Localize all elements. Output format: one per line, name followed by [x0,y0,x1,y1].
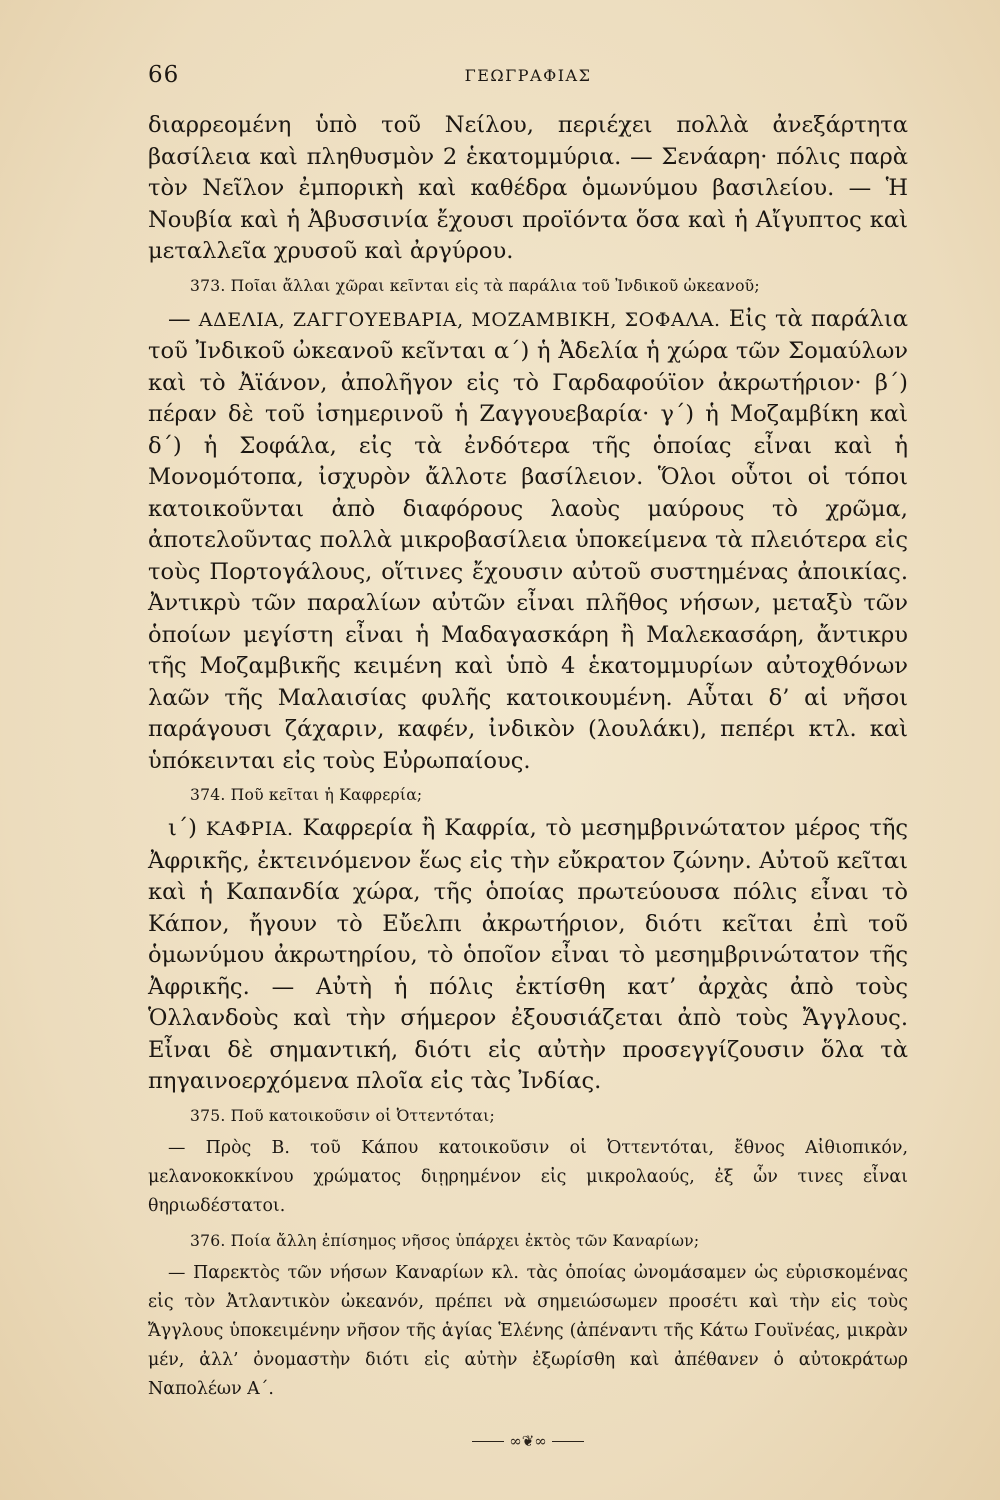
question-373: 373. Ποῖαι ἄλλαι χῶραι κεῖνται εἰς τὰ παράλια τοῦ Ἰνδικοῦ ὠκεανοῦ; [190,276,760,295]
ornament-glyph: ∞❦∞ [509,1431,547,1450]
answer-373-regions: ΑΔΕΛΙΑ, ΖΑΓΓΟΥΕΒΑΡΙΑ, ΜΟΖΑΜΒΙΚΗ, ΣΟΦΑΛΑ. [198,308,721,331]
answer-373-text: Εἰς τὰ παράλια τοῦ Ἰνδικοῦ ὠκεανοῦ κεῖνται α΄) ἡ Ἀδελία ἡ χώρα τῶν Σομαύλων καὶ τὸ Ἀϊάνον, ἀπολῆγον εἰς τὸ Γαρδαφούϊον ἀκρωτήριον· β΄) πέραν δὲ τοῦ ἰσημερινοῦ ἡ Ζαγγουεβαρία· γ΄) ἡ Μοζαμβίκη καὶ δ΄) ἡ Σοφάλα, εἰς τὰ ἐνδότερα τῆς ὁποίας εἶναι καὶ ἡ Μονομότοπα, ἰσχυρὸν ἄλλοτε βασίλειον. Ὅλοι οὗτοι οἱ τόποι κατοικοῦνται ἀπὸ διαφόρους λαοὺς μαύρους τὸ χρῶμα, ἀποτελοῦντας πολλὰ μικροβασίλεια ὑποκείμενα τὰ πλειότερα εἰς τοὺς Πορτογάλους, οἵτινες ἔχουσιν αὐτοῦ συστημένας ἀποικίας. Ἀντικρὺ τῶν παραλίων αὐτῶν εἶναι πλῆθος νήσων, μεταξὺ τῶν ὁποίων μεγίστη εἶναι ἡ Μαδαγασκάρη ἢ Μαλεκασάρη, ἄντικρυ τῆς Μοζαμβικῆς κειμένη καὶ ὑπὸ 4 ἑκατομμυρίων αὐτοχθόνων λαῶν τῆς Μαλαισίας φυλῆς κατοικουμένη. Αὗται δ’ αἱ νῆσοι παράγουσι ζάχαριν, καφέν, ἰνδικὸν (λουλάκι), πεπέρι κτλ. καὶ ὑπόκεινται εἰς τοὺς Εὐρωπαίους. [148,305,908,774]
running-title: ΓΕΩΓΡΑΦΙΑΣ [464,66,592,85]
page-number: 66 [148,62,180,88]
ornament-left-rule [472,1441,504,1442]
answer-374-prefix: ι΄) [168,815,197,841]
question-374: 374. Ποῦ κεῖται ἡ Καφρερία; [190,786,423,804]
answer-375: — Πρὸς Β. τοῦ Κάπου κατοικοῦσιν οἱ Ὀττεντόται, ἔθνος Αἰθιοπικόν, μελανοκοκκίνου χρώματος διῃρημένον εἰς μικρολαούς, ἐξ ὧν τινες εἶναι θηριωδέστατοι. [148,1137,908,1216]
question-375: 375. Ποῦ κατοικοῦσιν οἱ Ὀττεντόται; [190,1106,495,1125]
answer-373 [148,304,908,778]
ornament-right-rule [552,1441,584,1442]
book-page [148,58,908,1457]
answer-376: — Παρεκτὸς τῶν νήσων Καναρίων κλ. τὰς ὁποίας ὠνομάσαμεν ὡς εὑρισκομένας εἰς τὸν Ἀτλαντικὸν ὠκεανόν, πρέπει νὰ σημειώσωμεν προσέτι καὶ τὴν εἰς τοὺς Ἄγγλους ὑποκειμένην νῆσον τῆς ἁγίας Ἑλένης (ἀπέναντι τῆς Κάτω Γουϊνέας, μικρὰν μέν, ἀλλ’ ὀνομαστὴν διότι εἰς αὐτὴν ἐξωρίσθη καὶ ἀπέθανεν ὁ αὐτοκράτωρ Ναπολέων Α΄. [148,1262,908,1399]
running-head [148,58,908,98]
intro-paragraph: διαρρεομένη ὑπὸ τοῦ Νείλου, περιέχει πολλὰ ἀνεξάρτητα βασίλεια καὶ πληθυσμὸν 2 ἑκατομμύρια. — Σενάαρη· πόλις παρὰ τὸν Νεῖλον ἐμπορικὴ καὶ καθέδρα ὁμωνύμου βασιλείου. — Ἡ Νουβία καὶ ἡ Ἀβυσσινία ἔχουσι προϊόντα ὅσα καὶ ἡ Αἴγυπτος καὶ μεταλλεῖα χρυσοῦ καὶ ἀργύρου. [148,112,908,264]
body-text [148,110,908,1457]
answer-373-dash: — [168,305,191,332]
end-ornament [148,1426,908,1458]
answer-374 [148,813,908,1098]
answer-374-region: ΚΑΦΡΙΑ. [205,818,294,840]
answer-374-text: Καφρερία ἢ Καφρία, τὸ μεσημβρινώτατον μέρος τῆς Ἀφρικῆς, ἐκτεινόμενον ἕως εἰς τὴν εὔκρατον ζώνην. Αὐτοῦ κεῖται καὶ ἡ Καπανδία χώρα, τῆς ὁποίας πρωτεύουσα πόλις εἶναι τὸ Κάπον, ἤγουν τὸ Εὔελπι ἀκρωτήριον, διότι κεῖται ἐπὶ τοῦ ὁμωνύμου ἀκρωτηρίου, τὸ ὁποῖον εἶναι τὸ μεσημβρινώτατον τῆς Ἀφρικῆς. — Αὐτὴ ἡ πόλις ἐκτίσθη κατ’ ἀρχὰς ἀπὸ τοὺς Ὁλλανδοὺς καὶ τὴν σήμερον ἐξουσιάζεται ἀπὸ τοὺς Ἄγγλους. Εἶναι δὲ σημαντική, διότι εἰς αὐτὴν προσεγγίζουσιν ὅλα τὰ πηγαινοερχόμενα πλοῖα εἰς τὰς Ἰνδίας. [148,815,909,1094]
question-376: 376. Ποία ἄλλη ἐπίσημος νῆσος ὑπάρχει ἐκτὸς τῶν Καναρίων; [190,1231,700,1250]
